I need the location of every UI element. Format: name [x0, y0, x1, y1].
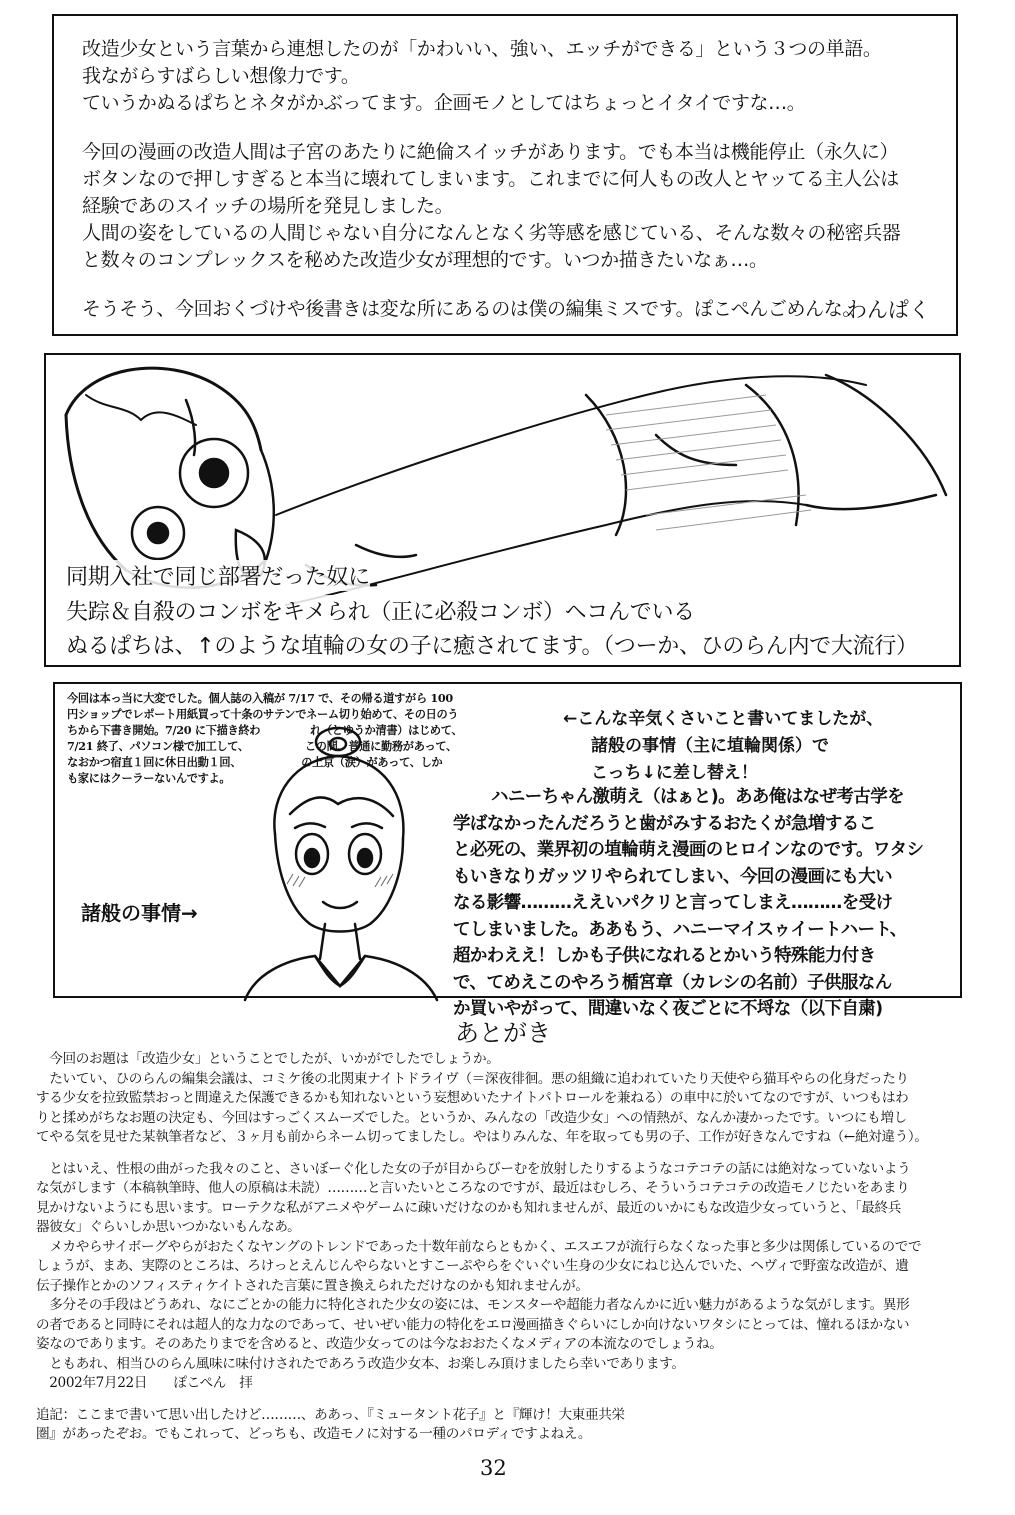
text-line: する少女を拉致監禁おっと間違えた保護できるかも知れないという妄想めいたナイトパトロールを兼ねる）の車中に於いてなのですが、いつもはわ [36, 1090, 909, 1106]
afterword-body [36, 1050, 996, 1445]
text-line: 器彼女」ぐらいしか思いつかないもんなあ。 [36, 1219, 301, 1235]
text-line: 姿なのであります。そのあたりまでを含めると、改造少女ってのは今なおおたくなメディアの本流なのでしょうね。 [36, 1336, 723, 1352]
text-line: しょうが、まあ、実際のところは、ろけっとえんじんやらないとすこーぷやらをぐいぐい生身の少女にねじ込んでいた、ヘヴィで野蛮な改造が、遺 [36, 1258, 909, 1274]
illustration-panel [44, 353, 961, 667]
original-note-line: 今回は本っ当に大変でした。個人誌の入稿が 7/17 で、その帰る道すがら 100 [67, 691, 453, 705]
text-line: 見かけないようにも思います。ローテクな私がアニメやゲームに疎いだけなのかも知れませんが、最近のいかにもな改造少女っていうと、「最終兵 [36, 1199, 901, 1216]
text-line: てしまいました。ああもう、ハニーマイスゥイートハート、 [453, 919, 907, 940]
text-line: 改造少女という言葉から連想したのが「かわいい、強い、エッチができる」という３つの単語。 [82, 38, 882, 60]
original-note-line-right: の上京（涙）があって、しか [301, 755, 443, 769]
replacement-notice-line: ←こんな辛気くさいこと書いてましたが、 [563, 709, 884, 729]
note-box-wanpaku [52, 14, 958, 336]
text-line: そうそう、今回おくづけや後書きは変な所にあるのは僕の編集ミスです。ぽこぺんごめんな。 [82, 298, 861, 320]
replacement-notice [563, 706, 883, 787]
text-line: 多分その手段はどうあれ、なにごとかの能力に特化された少女の姿には、モンスターや超能力者なんかに近い魅力があるような気がします。異形 [36, 1297, 910, 1313]
text-line: てやる気を見せた某執筆者など、３ヶ月も前からネーム切ってましたし。やはりみんな、年を取っても男の子、工作が好きなんですね（←絶対違う）。 [36, 1129, 928, 1145]
caption-line-1: 同期入社で同じ部署だった奴に [66, 560, 370, 591]
original-note-line: 円ショップでレポート用紙買って十条のサテンでネーム切り始めて、その日のう [67, 707, 459, 721]
text-line: 経験であのスイッチの場所を発見しました。 [82, 195, 454, 217]
text-line: 今回の漫画の改造人間は子宮のあたりに絶倫スイッチがあります。でも本当は機能停止（永久に） [82, 141, 899, 163]
text-line: とはいえ、性根の曲がった我々のこと、さいぼーぐ化した女の子が目からびーむを放射したりするようなコテコテの話には絶対なっていないよう [36, 1160, 911, 1177]
original-note-line-left: ちから下書き開始。7/20 に下描き終わ [67, 723, 261, 737]
text-line: 学ばなかったんだろうと歯がみするおたくが急増するこ [453, 813, 876, 834]
text-line: たいてい、ひのらんの編集会議は、コミケ後の北関東ナイトドライヴ（＝深夜徘徊。悪の組織に追われていたり天使やら猫耳やらの化身だったり [36, 1070, 909, 1087]
original-note-line-right: れ（とゆうか清書）はじめて、 [310, 723, 463, 737]
original-note-line-left: 7/21 終了、パソコン様で加工して、 [67, 739, 249, 753]
text-line: ボタンなので押しすぎると本当に壊れてしまいます。これまでに何人もの改人とヤッてる主人公は [82, 168, 899, 190]
original-note-line-right: この間、普通に勤務があって、 [304, 739, 457, 753]
text-line: 追記：ここまで書いて思い出したけど………、ああっ、『ミュータント花子』と『輝け！大東亜共栄 [36, 1406, 625, 1423]
replacement-notice-line: 諸般の事情（主に埴輪関係）で [591, 736, 829, 756]
text-line: か買いやがって、間違いなく夜ごとに不埒な（以下自粛) [453, 999, 883, 1019]
text-line: 2002年7月22日 ぽこぺん 拝 [36, 1375, 253, 1391]
text-line: メカやらサイボーグやらがおたくなヤングのトレンドであった十数年前ならともかく、エスエフが流行らなくなった事と多少は関係しているのでで [36, 1238, 922, 1255]
original-note-line: も家にはクーラーないんですよ。 [67, 771, 231, 785]
text-line: りと揉めがちなお題の決定も、今回はすっごくスムーズでした。というか、みんなの「改造少女」への情熱が、なんか凄かったです。いつにも増し [36, 1109, 907, 1126]
signature: わんぱく [846, 298, 930, 322]
original-note-line-left: なおかつ宿直１回に休日出動１回、 [67, 755, 242, 769]
text-line: なる影響………ええいパクリと言ってしまえ………を受け [453, 893, 893, 913]
text-line: ともあれ、相当ひのらん風味に味付けされたであろう改造少女本、お楽しみ頂けましたら幸いであります。 [36, 1355, 685, 1372]
haniwa-girl-drawing [215, 724, 475, 1000]
honey-comment [453, 784, 953, 1023]
text-line: ていうかぬるぱちとネタがかぶってます。企画モノとしてはちょっとイタイですな…。 [82, 92, 806, 114]
caption-line-3: ぬるぱちは、↑のような埴輪の女の子に癒されてます。（つーか、ひのらん内で大流行） [66, 629, 918, 660]
text-line: 超かわええ！しかも子供になれるとかいう特殊能力付き [453, 946, 876, 966]
text-line: と必死の、業界初の埴輪萌え漫画のヒロインなのです。ワタシ [453, 840, 924, 860]
text-line: ハニーちゃん激萌え（はぁと)。ああ俺はなぜ考古学を [491, 787, 904, 807]
replacement-note-panel [53, 682, 962, 1019]
shosen-label: 諸般の事情→ [81, 901, 198, 925]
text-line: 圏』があったぞお。でもこれって、どっちも、改造モノに対する一種のパロディですよねえ。 [36, 1426, 592, 1442]
text-line: と数々のコンプレックスを秘めた改造少女が理想的です。いつか描きたいなぁ…。 [82, 249, 768, 271]
paragraph-gap [82, 117, 932, 139]
text-line: もいきなりガッツリやられてしまい、今回の漫画にも大い [453, 866, 893, 887]
text-line: 今回のお題は「改造少女」ということでしたが、いかがでしたでしょうか。 [36, 1051, 500, 1067]
afterword-title: あとがき [455, 1019, 551, 1047]
caption-line-2: 失踪＆自殺のコンボをキメられ（正に必殺コンボ）ヘコんでいる [66, 595, 695, 626]
text-line: 人間の姿をしているの人間じゃない自分になんとなく劣等感を感じている、そんな数々の秘密兵器 [82, 222, 901, 244]
text-line: 我ながらすばらしい想像力です。 [82, 65, 360, 87]
text-line: 伝子操作とかのソフィスティケイトされた言葉に置き換えられただけなのかも知れませんが。 [36, 1277, 589, 1294]
text-line: な気がします（本稿執筆時、他人の原稿は未読）………と言いたいところなのですが、最近はむしろ、そういうコテコテの改造モノじたいをあまり [36, 1180, 910, 1196]
paragraph-gap [36, 1394, 996, 1406]
replacement-notice-line: こっち↓に差し替え！ [591, 763, 758, 783]
text-line: で、てめえこのやろう楯宮章（カレシの名前）子供服なん [453, 972, 892, 993]
text-line: の者であると同時にそれは超人的な力なのであって、せいぜい能力の特化をエロ漫画描きぐらいにしか向けないワタシにとっては、憧れるほかない [36, 1316, 910, 1333]
paragraph-gap [82, 274, 932, 296]
page-number: 32 [480, 1456, 507, 1480]
note-text [82, 36, 932, 323]
paragraph-gap [36, 1148, 996, 1160]
